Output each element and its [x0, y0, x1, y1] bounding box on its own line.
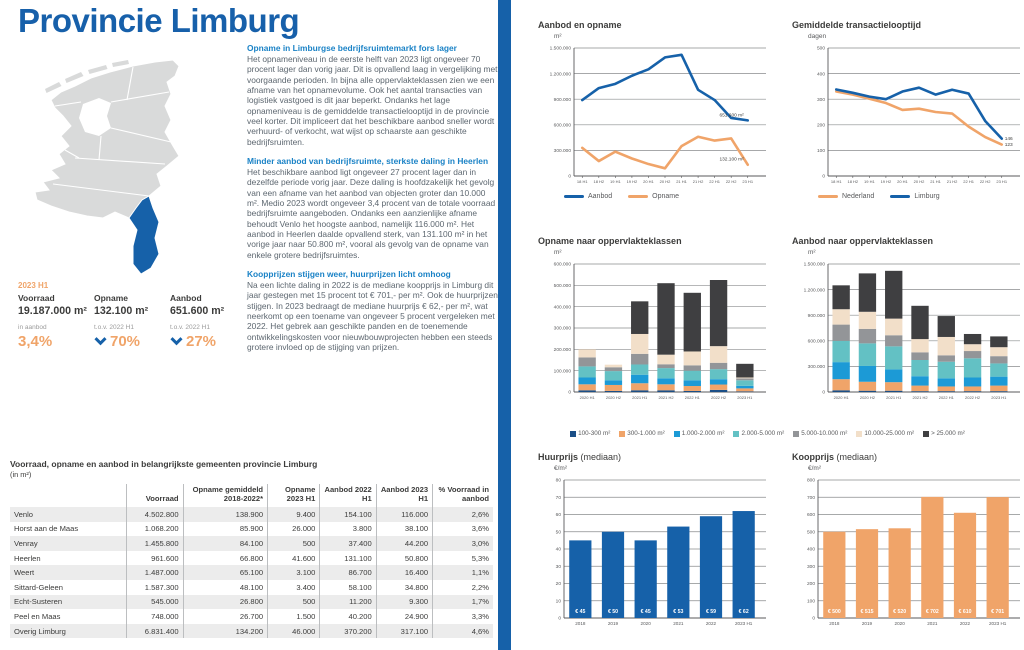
- table-cell: 4,6%: [433, 624, 493, 639]
- stat-delta-value: 27%: [186, 333, 217, 350]
- svg-text:21 H1: 21 H1: [930, 179, 941, 184]
- table-cell: 500: [268, 536, 320, 551]
- table-cell: 48.100: [183, 580, 268, 595]
- svg-text:2023 H1: 2023 H1: [988, 621, 1007, 626]
- axis-unit-label: m²: [554, 33, 562, 40]
- table-row: [10, 522, 493, 537]
- svg-text:2021 H1: 2021 H1: [632, 395, 648, 400]
- article-heading: Opname in Limburgse bedrijfsruimtemarkt fors lager: [247, 43, 457, 53]
- legend-swatch: [856, 431, 862, 437]
- table-cell: 44.200: [376, 536, 432, 551]
- table-cell: 41.600: [268, 551, 320, 566]
- svg-text:600.000: 600.000: [553, 123, 571, 129]
- svg-text:300.000: 300.000: [807, 365, 825, 371]
- svg-text:23 H1: 23 H1: [742, 179, 754, 184]
- legend-swatch: [674, 431, 680, 437]
- table-cell: 9.300: [376, 595, 432, 610]
- svg-text:0: 0: [812, 616, 815, 622]
- table-unit-note: (in m²): [10, 470, 32, 479]
- svg-text:900.000: 900.000: [807, 313, 825, 319]
- table-cell: 1.068.200: [127, 522, 183, 537]
- svg-text:900.000: 900.000: [553, 97, 571, 103]
- svg-text:2021: 2021: [927, 621, 938, 626]
- svg-text:1.200.000: 1.200.000: [549, 72, 571, 78]
- table-cell: 154.100: [320, 507, 376, 522]
- table-column-header: [10, 484, 127, 507]
- svg-text:40: 40: [555, 547, 561, 553]
- svg-text:18 H2: 18 H2: [847, 179, 859, 184]
- table-cell: 317.100: [376, 624, 432, 639]
- axis-unit-label: €/m²: [808, 465, 821, 472]
- table-cell: 24.900: [376, 609, 432, 624]
- table-cell: 1.455.800: [127, 536, 183, 551]
- netherlands-map: [12, 50, 238, 280]
- svg-text:100.000: 100.000: [553, 369, 571, 375]
- svg-text:2020 H2: 2020 H2: [605, 395, 621, 400]
- svg-text:300.000: 300.000: [553, 326, 571, 332]
- table-row: [10, 609, 493, 624]
- municipalities-table-block: [10, 459, 493, 638]
- table-cell: 34.800: [376, 580, 432, 595]
- svg-text:0: 0: [568, 174, 571, 180]
- svg-text:651.600 m²: 651.600 m²: [719, 113, 744, 119]
- article-body: Het opnameniveau in de eerste helft van 2023 ligt ongeveer 70 procent lager dan vorig jaar. Dit is opvallend laag in vergelijking met voorgaande perioden. In bijna alle oppervlakteklassen zien we een afname van het opnamevolume. Ook het aantal transacties van logistiek vastgoed is dit jaar beperkt. Ondanks het lage opnameniveau is de gemiddelde transactielooptijd in de provincie veel korter. Dit impliceert dat het beschikbare aanbod sneller wordt verhuurd- of verkocht, wat wijst op schaarste aan geschikte bedrijfsruimten.: [247, 54, 498, 147]
- svg-text:123: 123: [1004, 143, 1013, 149]
- chart-title: Koopprijs (mediaan): [792, 452, 878, 462]
- svg-text:2023 H1: 2023 H1: [734, 621, 753, 626]
- legend-swatch: [793, 431, 799, 437]
- size-class-legend: [511, 430, 1024, 437]
- svg-text:60: 60: [555, 513, 561, 519]
- svg-text:18 H1: 18 H1: [576, 179, 588, 184]
- svg-text:200.000: 200.000: [553, 348, 571, 354]
- svg-text:1.500.000: 1.500.000: [803, 262, 825, 268]
- legend-swatch: [570, 431, 576, 437]
- svg-text:600: 600: [806, 513, 815, 519]
- table-cell: 131.100: [320, 551, 376, 566]
- svg-text:2019: 2019: [607, 621, 619, 626]
- legend-item: 2.000-5.000 m²: [733, 430, 784, 437]
- table-cell: 9.400: [268, 507, 320, 522]
- svg-text:2018: 2018: [829, 621, 840, 626]
- table-cell: 3,6%: [433, 522, 493, 537]
- table-row: [10, 536, 493, 551]
- svg-text:€ 50: € 50: [607, 609, 619, 615]
- table-cell: 3.100: [268, 565, 320, 580]
- axis-unit-label: m²: [808, 249, 816, 256]
- svg-text:2022: 2022: [959, 621, 971, 626]
- legend-swatch: [733, 431, 739, 437]
- table-cell: 3,3%: [433, 609, 493, 624]
- articles: [247, 43, 498, 361]
- table-cell: 65.100: [183, 565, 268, 580]
- svg-text:0: 0: [822, 174, 825, 180]
- stats-period: 2023 H1: [18, 281, 49, 290]
- table-cell: 58.100: [320, 580, 376, 595]
- svg-text:18 H2: 18 H2: [593, 179, 605, 184]
- svg-text:80: 80: [555, 478, 561, 484]
- table-cell: 138.900: [183, 507, 268, 522]
- legend-item: 5.000-10.000 m²: [793, 430, 847, 437]
- table-cell: 26.700: [183, 609, 268, 624]
- table-cell: 46.000: [268, 624, 320, 639]
- svg-text:132.100 m²: 132.100 m²: [719, 157, 744, 163]
- table-cell: 26.000: [268, 522, 320, 537]
- article-opname: [247, 43, 498, 147]
- svg-text:600.000: 600.000: [807, 339, 825, 345]
- svg-text:2021 H2: 2021 H2: [658, 395, 674, 400]
- chart-opname-oppervlakteklassen: [538, 236, 768, 406]
- table-cell: 26.800: [183, 595, 268, 610]
- table-column-header: Opname 2023 H1: [268, 484, 320, 507]
- chevron-down-icon: [94, 337, 107, 346]
- svg-text:400.000: 400.000: [553, 305, 571, 311]
- svg-text:50: 50: [555, 530, 561, 536]
- chart-transactielooptijd: [792, 20, 1022, 200]
- table-cell: 5,3%: [433, 551, 493, 566]
- table-column-header: Voorraad: [127, 484, 183, 507]
- svg-text:19 H1: 19 H1: [864, 179, 875, 184]
- svg-text:2022 H1: 2022 H1: [938, 395, 954, 400]
- table-cell: Echt-Susteren: [14, 597, 63, 607]
- legend-item: > 25.000 m²: [923, 430, 965, 437]
- table-row: [10, 595, 493, 610]
- table-column-header: % Voorraad in aanbod: [433, 484, 493, 507]
- legend-swatch: [628, 195, 648, 198]
- svg-text:500: 500: [806, 530, 815, 536]
- table-header-row: [10, 484, 493, 507]
- table-cell: Venray: [14, 538, 38, 548]
- table-cell: 500: [268, 595, 320, 610]
- article-heading: Minder aanbod van bedrijfsruimte, sterkste daling in Heerlen: [247, 155, 489, 166]
- svg-text:2019: 2019: [861, 621, 873, 626]
- svg-text:€ 701: € 701: [991, 609, 1005, 615]
- svg-text:€ 45: € 45: [640, 609, 651, 615]
- svg-text:22 H1: 22 H1: [709, 179, 720, 184]
- legend-item: Aanbod: [564, 193, 612, 200]
- svg-text:500.000: 500.000: [553, 284, 571, 290]
- bar-chart: [538, 472, 768, 632]
- svg-text:20 H1: 20 H1: [643, 179, 654, 184]
- svg-text:400: 400: [806, 547, 815, 553]
- svg-text:2018: 2018: [575, 621, 586, 626]
- svg-text:18 H1: 18 H1: [830, 179, 842, 184]
- svg-text:2022 H2: 2022 H2: [965, 395, 981, 400]
- legend-item: 10.000-25.000 m²: [856, 430, 914, 437]
- svg-text:€ 45: € 45: [575, 609, 586, 615]
- svg-text:€ 610: € 610: [958, 609, 972, 615]
- svg-text:2022: 2022: [705, 621, 717, 626]
- stat-voorraad: Voorraad 19.187.000 m² in aanbod 3,4%: [18, 293, 87, 350]
- table-cell: 748.000: [127, 609, 183, 624]
- table-row: [10, 551, 493, 566]
- stat-aanbod: Aanbod 651.600 m² t.o.v. 2022 H1 27%: [170, 293, 225, 350]
- svg-text:21 H1: 21 H1: [676, 179, 687, 184]
- table-cell: 3.800: [320, 522, 376, 537]
- table-cell: 370.200: [320, 624, 376, 639]
- chart-koopprijs: [792, 452, 1022, 632]
- chart-title: Opname naar oppervlakteklassen: [538, 236, 682, 246]
- svg-text:2021 H2: 2021 H2: [912, 395, 928, 400]
- chart-aanbod-en-opname: [538, 20, 768, 200]
- line-chart: [538, 40, 768, 190]
- svg-text:19 H2: 19 H2: [880, 179, 892, 184]
- table-cell: 16.400: [376, 565, 432, 580]
- svg-text:21 H2: 21 H2: [946, 179, 958, 184]
- table-row: [10, 507, 493, 522]
- svg-text:300: 300: [816, 97, 825, 103]
- stacked-bar-chart: [792, 256, 1022, 406]
- svg-text:300.000: 300.000: [553, 149, 571, 155]
- table-cell: 1,1%: [433, 565, 493, 580]
- legend-item: Opname: [628, 193, 679, 200]
- axis-unit-label: m²: [554, 249, 562, 256]
- chevron-down-icon: [170, 337, 183, 346]
- article-prijzen: [247, 269, 498, 352]
- legend-item: 100-300 m²: [570, 430, 610, 437]
- table-column-header: Aanbod 2023 H1: [376, 484, 432, 507]
- line-chart: [792, 40, 1022, 190]
- table-cell: 1.500: [268, 609, 320, 624]
- table-cell: Venlo: [14, 509, 34, 519]
- table-cell: 2,2%: [433, 580, 493, 595]
- chart-aanbod-oppervlakteklassen: [792, 236, 1022, 406]
- axis-unit-label: dagen: [808, 33, 827, 40]
- svg-text:€ 515: € 515: [860, 609, 874, 615]
- chart-legend: [818, 193, 1022, 200]
- table-cell: 1.487.000: [127, 565, 183, 580]
- svg-text:800: 800: [806, 478, 815, 484]
- svg-text:500: 500: [816, 46, 825, 52]
- article-body: Na een lichte daling in 2022 is de mediane koopprijs in Limburg dit jaar gestegen met 15 procent tot € 701,- per m². Ook de huurprijzen stijgen. In 2023 bedraagt de mediane huurprijs € 62,- per m², wat neerkomt op een toename van ongeveer 5 procent vergeleken met 2022. Het gebrek aan geschikte panden en de toenemende ontwikkelingskosten voor nieuwbouwprojecten hebben een steeds grotere invloed op de stijging van prijzen.: [247, 279, 498, 352]
- stat-delta-value: 3,4%: [18, 333, 53, 350]
- svg-text:19 H1: 19 H1: [610, 179, 621, 184]
- table-cell: 37.400: [320, 536, 376, 551]
- svg-text:30: 30: [555, 564, 561, 570]
- svg-text:0: 0: [568, 390, 571, 396]
- svg-text:2020: 2020: [894, 621, 905, 626]
- svg-text:0: 0: [558, 616, 561, 622]
- svg-text:600.000: 600.000: [553, 262, 571, 268]
- svg-text:2021 H1: 2021 H1: [886, 395, 902, 400]
- table-cell: 86.700: [320, 565, 376, 580]
- table-title: Voorraad, opname en aanbod in belangrijkste gemeenten provincie Limburg: [10, 459, 318, 469]
- legend-swatch: [564, 195, 584, 198]
- charts-panel: [511, 0, 1024, 650]
- table-cell: Sittard-Geleen: [14, 582, 63, 592]
- svg-text:20 H1: 20 H1: [897, 179, 908, 184]
- svg-text:0: 0: [822, 390, 825, 396]
- table-cell: Peel en Maas: [14, 611, 61, 621]
- chart-title: Huurprijs (mediaan): [538, 452, 622, 462]
- table-cell: 1.587.300: [127, 580, 183, 595]
- table-cell: 4.502.800: [127, 507, 183, 522]
- netherlands-map-graphic: [12, 50, 238, 280]
- left-panel: [0, 0, 498, 650]
- svg-text:23 H1: 23 H1: [996, 179, 1008, 184]
- svg-text:2020 H1: 2020 H1: [833, 395, 849, 400]
- svg-text:22 H1: 22 H1: [963, 179, 974, 184]
- legend-swatch: [619, 431, 625, 437]
- svg-text:€ 59: € 59: [705, 609, 717, 615]
- legend-swatch: [890, 195, 910, 198]
- table-row: [10, 580, 493, 595]
- table-cell: 116.000: [376, 507, 432, 522]
- article-aanbod: [247, 156, 498, 260]
- municipalities-table: [10, 484, 493, 638]
- svg-text:1.500.000: 1.500.000: [549, 46, 571, 52]
- table-cell: Overig Limburg: [14, 626, 66, 636]
- table-row: [10, 624, 493, 639]
- svg-text:2021: 2021: [673, 621, 684, 626]
- table-cell: 134.200: [183, 624, 268, 639]
- svg-text:20 H2: 20 H2: [913, 179, 925, 184]
- svg-text:€ 702: € 702: [925, 609, 939, 615]
- svg-text:100: 100: [806, 599, 815, 605]
- table-cell: 84.100: [183, 536, 268, 551]
- svg-text:2020: 2020: [640, 621, 651, 626]
- table-column-header: Aanbod 2022 H1: [320, 484, 376, 507]
- svg-text:21 H2: 21 H2: [692, 179, 704, 184]
- table-column-header: Opname gemiddeld 2018-2022*: [183, 484, 268, 507]
- legend-item: Nederland: [818, 193, 874, 200]
- table-cell: 3.400: [268, 580, 320, 595]
- table-cell: Weert: [14, 568, 35, 578]
- svg-text:2022 H1: 2022 H1: [684, 395, 700, 400]
- table-cell: 3,0%: [433, 536, 493, 551]
- table-cell: 2,6%: [433, 507, 493, 522]
- stat-opname: Opname 132.100 m² t.o.v. 2022 H1 70%: [94, 293, 149, 350]
- table-body: [10, 507, 493, 638]
- chart-title: Aanbod en opname: [538, 20, 622, 30]
- svg-text:€ 520: € 520: [893, 609, 907, 615]
- stacked-bar-chart: [538, 256, 768, 406]
- svg-text:70: 70: [555, 495, 561, 501]
- svg-text:200: 200: [816, 123, 825, 129]
- svg-text:200: 200: [806, 582, 815, 588]
- svg-text:146: 146: [1004, 137, 1013, 143]
- stat-delta-value: 70%: [110, 333, 141, 350]
- svg-text:22 H2: 22 H2: [725, 179, 737, 184]
- svg-text:2020 H1: 2020 H1: [579, 395, 595, 400]
- svg-text:22 H2: 22 H2: [979, 179, 991, 184]
- key-stats: [18, 281, 253, 350]
- table-cell: 545.000: [127, 595, 183, 610]
- chart-title: Gemiddelde transactielooptijd: [792, 20, 922, 30]
- table-cell: Heerlen: [14, 553, 41, 563]
- table-cell: Horst aan de Maas: [14, 524, 79, 534]
- table-cell: 11.200: [320, 595, 376, 610]
- svg-text:10: 10: [555, 599, 561, 605]
- table-cell: 38.100: [376, 522, 432, 537]
- table-cell: 6.831.400: [127, 624, 183, 639]
- svg-text:20: 20: [555, 582, 561, 588]
- legend-swatch: [818, 195, 838, 198]
- svg-text:€ 62: € 62: [738, 609, 749, 615]
- svg-text:2023 H1: 2023 H1: [737, 395, 753, 400]
- chart-huurprijs: [538, 452, 768, 632]
- svg-text:400: 400: [816, 72, 825, 78]
- svg-text:100: 100: [816, 149, 825, 155]
- svg-text:700: 700: [806, 495, 815, 501]
- svg-text:2023 H1: 2023 H1: [991, 395, 1007, 400]
- article-body: Het beschikbare aanbod ligt ongeveer 27 procent lager dan in dezelfde periode vorig jaar. Deze daling is hoofdzakelijk het gevolg van een afname van het aanbod van objecten groter dan 10.000 m². Medio 2023 wordt ongeveer 3,4 procent van de totale voorraad bedrijfsruimte aangeboden. Ondanks een aanzienlijke afname behoudt Venlo het hoogste aanbod, namelijk 116.000 m². Het aanbod in Heerlen daalde opvallend sterk, van 131.100 m² in het vorige jaar naar 50.800 m², vooral als gevolg van de opname van enkele grotere bedrijfsruimtes.: [247, 166, 496, 260]
- svg-text:€ 53: € 53: [673, 609, 684, 615]
- axis-unit-label: €/m²: [554, 465, 567, 472]
- svg-text:2020 H2: 2020 H2: [859, 395, 875, 400]
- svg-text:19 H2: 19 H2: [626, 179, 638, 184]
- chart-title: Aanbod naar oppervlakteklassen: [792, 236, 934, 246]
- svg-text:300: 300: [806, 564, 815, 570]
- table-cell: 66.800: [183, 551, 268, 566]
- bar-chart: [792, 472, 1022, 632]
- legend-item: 1.000-2.000 m²: [674, 430, 725, 437]
- table-cell: 50.800: [376, 551, 432, 566]
- table-cell: 961.600: [127, 551, 183, 566]
- table-cell: 85.900: [183, 522, 268, 537]
- legend-swatch: [923, 431, 929, 437]
- panel-divider: [498, 0, 511, 650]
- svg-text:2022 H2: 2022 H2: [711, 395, 727, 400]
- table-cell: 40.200: [320, 609, 376, 624]
- svg-text:€ 500: € 500: [827, 609, 841, 615]
- legend-item: Limburg: [890, 193, 939, 200]
- page-title: Provincie Limburg: [18, 2, 300, 39]
- svg-text:1.200.000: 1.200.000: [803, 288, 825, 294]
- article-heading: Koopprijzen stijgen weer, huurprijzen licht omhoog: [247, 268, 451, 279]
- svg-text:20 H2: 20 H2: [659, 179, 671, 184]
- table-cell: 1,7%: [433, 595, 493, 610]
- chart-legend: [564, 193, 768, 200]
- legend-item: 300-1.000 m²: [619, 430, 664, 437]
- table-row: [10, 565, 493, 580]
